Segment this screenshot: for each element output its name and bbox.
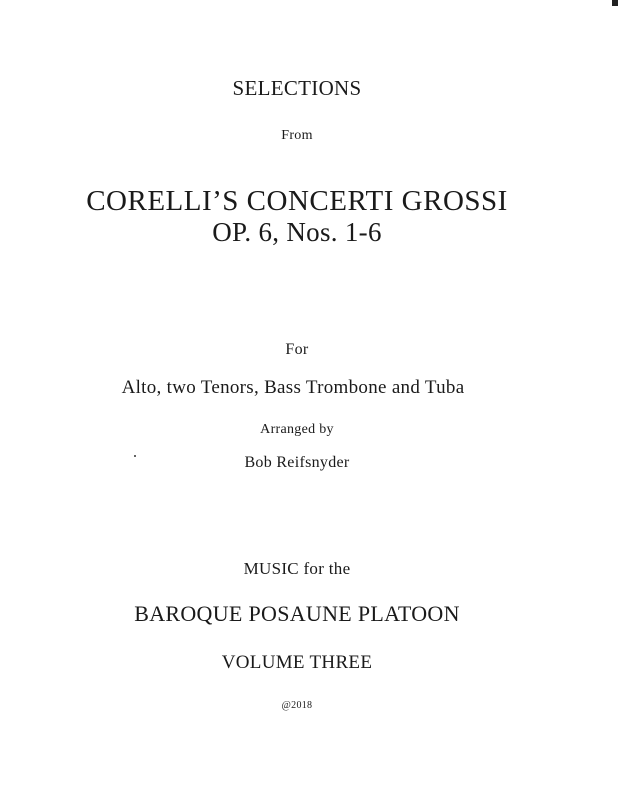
scan-corner-mark: [612, 0, 618, 6]
scan-speck: [134, 455, 136, 457]
